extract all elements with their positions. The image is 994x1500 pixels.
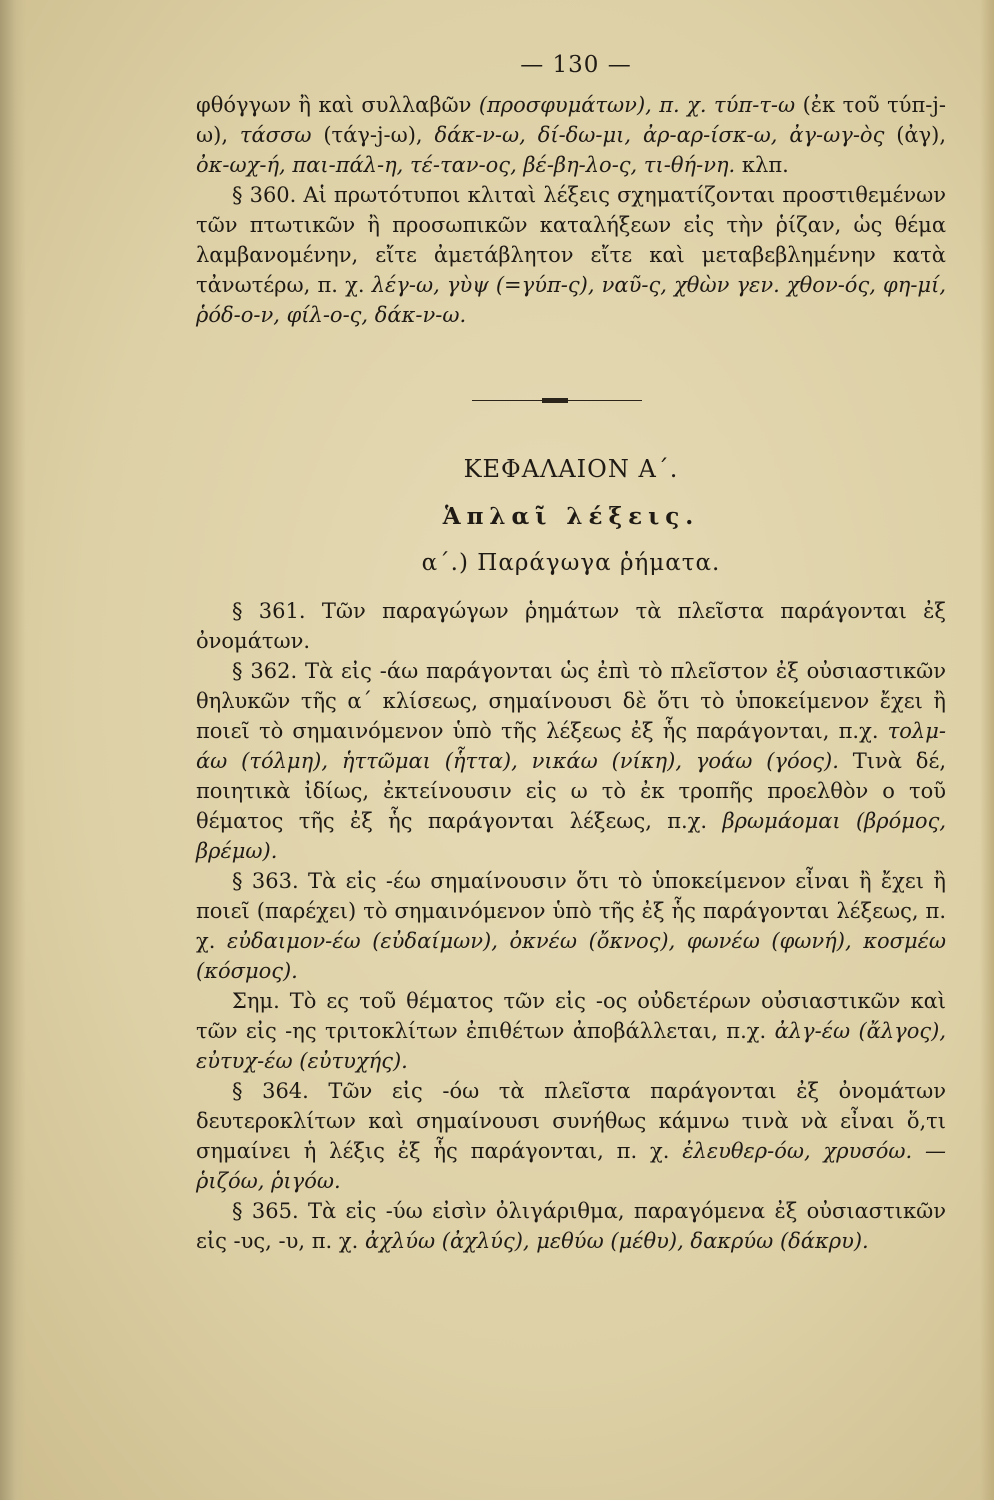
chapter-subtitle: Ἁπλαῖ λέξεις.: [442, 503, 700, 530]
intro-line4-italic: τι-θή-νη.: [643, 153, 736, 177]
intro-line1: φθόγγων ἢ καὶ συλλαβῶν: [196, 93, 479, 117]
paragraph-360: [196, 180, 946, 330]
paragraph-360-examples: λέγ-ω, γὺψ (=γύπ-ς), ναῦ-ς, χθὼν γεν. χθον-ός, φη-μί, ῥόδ-ο-ν, φίλ-ο-ς, δάκ-ν-ω.: [196, 273, 946, 327]
intro-line3-italic: ἀγ-ωγ-ὸς: [789, 123, 885, 147]
intro-line2: τύπ-j-ω),: [196, 93, 946, 147]
paragraph-361: § 361. Τῶν παραγώγων ῥημάτων τὰ πλεῖστα παράγονται ἐξ ὀνομάτων.: [196, 599, 946, 653]
intro-line1-italic: (προσφυμάτων), π. χ. τύπ-τ-ω: [478, 93, 796, 117]
divider-ornament: [542, 398, 568, 403]
intro-line3-italic2: ὀκ-ωχ-ή, παι-πάλ-η, τέ-ταν-ος, βέ-βη-λο-ς,: [196, 153, 638, 177]
paragraph-360-text: § 360. Αἱ πρωτότυποι κλιταὶ λέξεις σχηματίζονται προστιθεμένων τῶν πτωτικῶν ἢ προσωπικῶν καταλήξεων εἰς τὴν ῥίζαν, ὡς θέμα λαμβανομένην, εἴτε ἀμετάβλητον εἴτε καὶ μεταβεβλημένην κατὰ τἀνωτέρω, π. χ.: [196, 183, 946, 297]
paragraph-364-examples: ἐλευθερ-όω, χρυσόω. —ῥιζόω, ῥιγόω.: [196, 1139, 946, 1193]
paragraph-362-examples: τολμ-άω (τόλμη), ἡττῶμαι (ἧττα), νικάω (νίκη), γοάω (γόος).: [196, 719, 946, 773]
chapter-title: ΚΕΦΑΛΑΙΟΝ Α΄.: [463, 455, 679, 483]
intro-line1-rest: (ἐκ τοῦ: [795, 93, 880, 117]
paragraph-365: [196, 1196, 946, 1256]
page-edge: [980, 0, 994, 1500]
intro-line2-italic2: δάκ-ν-ω, δί-δω-μι, ἀρ-αρ-ίσκ-ω,: [434, 123, 778, 147]
intro-line2-italic: τάσσω: [239, 123, 312, 147]
section-divider: [472, 396, 642, 406]
intro-line2-b: (τάγ-j-ω),: [311, 123, 435, 147]
section-subtitle: α΄.) Παράγωγα ῥήματα.: [421, 550, 721, 576]
paragraph-363-examples: εὐδαιμον-έω (εὐδαίμων), ὀκνέω (ὄκνος), φωνέω (φωνή), κοσμέω (κόσμος).: [196, 929, 946, 983]
note-paragraph: [196, 986, 946, 1076]
intro-line3-b: (ἀγ),: [884, 123, 947, 147]
paragraph-362-text-b: Τινὰ δέ, ποιητικὰ ἰδίως, ἐκτείνουσιν εἰς ω τὸ ἐκ τροπῆς προελθὸν ο τοῦ θέματος τῆς ἐξ ἧς παράγονται λέξεως, π.χ.: [196, 749, 946, 833]
page-content: [196, 50, 946, 1256]
paragraph-362-text: § 362. Τὰ εἰς -άω παράγονται ὡς ἐπὶ τὸ πλεῖστον ἐξ οὐσιαστικῶν θηλυκῶν τῆς α΄ κλίσεως, σημαίνουσι δὲ ὅτι τὸ ὑποκείμενον ἔχει ἢ ποιεῖ τὸ σημαινόμενον ὑπὸ τῆς λέξεως ἐξ ἧς παράγονται, π.χ.: [196, 659, 946, 743]
intro-line4-b: κλπ.: [735, 153, 789, 177]
paragraph-362-examples-b: βρωμάομαι (βρόμος, βρέμω).: [196, 809, 947, 863]
paragraph-364-text: § 364. Τῶν εἰς -όω τὰ πλεῖστα παράγονται ἐξ ὀνομάτων δευτεροκλίτων καὶ σημαίνουσι συνήθως κάμνω τινὰ νὰ εἶναι ὅ,τι σημαίνει ἡ λέξις ἐξ ἧς παράγονται, π. χ.: [196, 1079, 946, 1163]
note-examples: ἀλγ-έω (ἄλγος), εὐτυχ-έω (εὐτυχής).: [196, 1019, 946, 1073]
paragraph-363: [196, 866, 946, 986]
note-text: Σημ. Τὸ ες τοῦ θέματος τῶν εἰς -ος οὐδετέρων οὐσιαστικῶν καὶ τῶν εἰς -ης τριτοκλίτων ἐπιθέτων ἀποβάλλεται, π.χ.: [196, 989, 946, 1043]
paragraph-363-text: § 363. Τὰ εἰς -έω σημαίνουσιν ὅτι τὸ ὑποκείμενον εἶναι ἢ ἔχει ἢ ποιεῖ (παρέχει) τὸ σημαινόμενον ὑπὸ τῆς ἐξ ἧς παράγονται λέξεως, π. χ.: [196, 869, 946, 953]
page-number: — 130 —: [520, 52, 632, 78]
paragraph-364: [196, 1076, 946, 1196]
book-gutter: [0, 0, 26, 1500]
paragraph-365-examples: ἀχλύω (ἀχλύς), μεθύω (μέθυ), δακρύω (δάκρυ).: [364, 1229, 869, 1253]
paragraph-365-text: § 365. Τὰ εἰς -ύω εἰσὶν ὀλιγάριθμα, παραγόμενα ἐξ οὐσιαστικῶν εἰς -υς, -υ, π. χ.: [196, 1199, 946, 1253]
intro-paragraph: [196, 90, 946, 180]
paragraph-362: [196, 656, 946, 866]
